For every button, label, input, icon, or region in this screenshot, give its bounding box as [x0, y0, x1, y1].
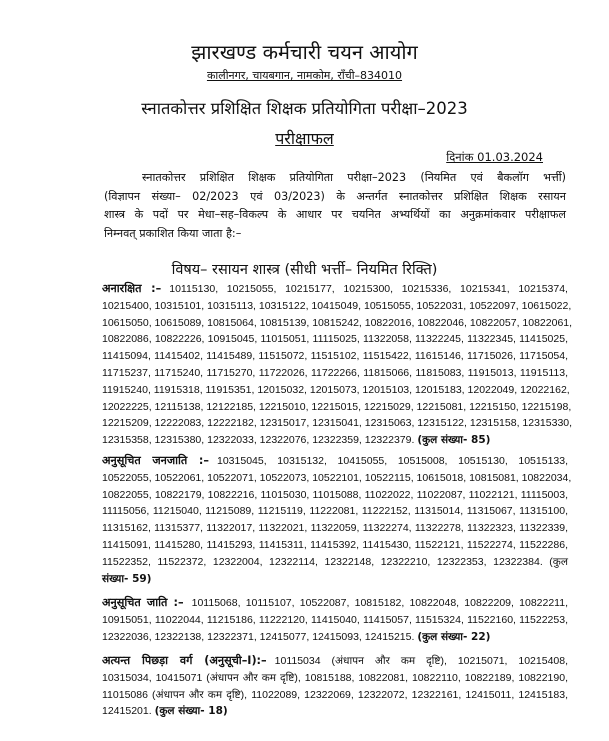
roll-numbers: 10615050, 10615089, 10815064, 10815139, 10815242, 10822016, 10822046, 10822057, 10822061, — [102, 316, 573, 329]
category-total: (कुल संख्या- 22) — [417, 630, 491, 643]
roll-number-line — [102, 629, 568, 646]
roll-numbers: 11915240, 11915318, 11915351, 12015032, 12015073, 12015103, 12015183, 12022049, 12022162, — [102, 383, 570, 396]
intro-paragraph — [104, 169, 566, 243]
roll-numbers: 11522352, 11522372, 12322004, 12322114, 12322148, 12322210, 12322353, 12322384. (कुल — [102, 555, 568, 568]
organization-address: कालीनगर, चायबगान, नामकोम, राँची–834010 — [206, 69, 403, 82]
roll-numbers: 10522055, 10522061, 10522071, 10522073, 10522101, 10522115, 10615018, 10815081, 10822034, — [102, 471, 572, 484]
roll-numbers: 10315034, 10415071 (अंधापन और कम दृष्टि), 10815188, 10822081, 10822110, 10822189, 10822190, — [102, 671, 568, 684]
roll-numbers: 12315358, 12315380, 12322033, 12322076, 12322359, 12322379. — [102, 434, 415, 447]
roll-numbers: 10822055, 10822179, 10822216, 11015030, 11015088, 11022022, 11022087, 11022121, 11115003, — [102, 488, 568, 501]
roll-number-line — [102, 653, 568, 670]
roll-number-line — [102, 470, 572, 487]
roll-numbers: 12022225, 12115138, 12122185, 12215010, 12215015, 12215029, 12215081, 12215150, 12215198, — [102, 400, 572, 413]
roll-numbers: 10822086, 10822226, 10915045, 11015051, 11115025, 11322058, 11322245, 11322345, 11415025, — [102, 333, 568, 346]
roll-number-line — [102, 503, 568, 520]
result-title: परीक्षाफल — [275, 129, 334, 148]
section-scheduled-caste — [102, 595, 568, 645]
roll-number-line — [102, 315, 573, 332]
roll-numbers: 10115068, 10115107, 10522087, 10815182, 10822048, 10822209, 10822211, — [191, 597, 568, 609]
roll-number-line — [102, 415, 573, 432]
roll-numbers: 12415201. — [102, 705, 152, 718]
roll-number-line — [102, 595, 568, 612]
roll-numbers: 10915051, 11022044, 11215186, 11222120, 11415040, 11415057, 11515324, 11522160, 11522253, — [102, 613, 568, 626]
category-label: अनुसूचित जनजाति :– — [102, 454, 209, 467]
category-label: अनारक्षित :– — [102, 282, 162, 295]
roll-numbers: 11415091, 11415280, 11415293, 11415311, 11415392, 11415430, 11522121, 11522274, 11522286, — [102, 538, 568, 551]
subject-heading: विषय– रसायन शास्त्र (सीधी भर्त्ती– नियमित रिक्ति) — [171, 262, 438, 278]
intro-line: शास्त्र के पदों पर मेधा–सह–विकल्प के आधार पर चयनित अभ्यर्थियों का अनुक्रमांकवार परीक्षाफल — [104, 208, 566, 221]
result-date: दिनांक 01.03.2024 — [446, 150, 543, 164]
roll-numbers: 10115034 (अंधापन और कम दृष्टि), 10215071, 10215408, — [274, 655, 569, 667]
roll-numbers: 12322036, 12322138, 12322371, 12415077, 12415093, 12415215. — [102, 630, 415, 643]
roll-number-line — [102, 281, 568, 298]
roll-numbers: 12215209, 12222083, 12222182, 12315017, 12315041, 12315063, 12315122, 12315158, 12315330, — [102, 417, 573, 430]
category-label: अनुसूचित जाति :– — [102, 596, 184, 609]
category-total: (कुल संख्या- 85) — [417, 434, 491, 447]
intro-line: निम्नवत् प्रकाशित किया जाता है:– — [104, 226, 242, 240]
roll-numbers: 11415094, 11415402, 11415489, 11515072, 11515102, 11515422, 11615146, 11715026, 11715054, — [102, 350, 568, 363]
roll-numbers: 10115130, 10215055, 10215177, 10215300, 10215336, 10215341, 10215374, — [169, 283, 568, 295]
intro-line: स्नातकोत्तर प्रशिक्षित शिक्षक प्रतियोगिता परीक्षा–2023 (नियमित एवं बैकलॉग भर्त्ती) — [142, 171, 566, 184]
intro-line: (विज्ञापन संख्या– 02/2023 एवं 03/2023) के अन्तर्गत स्नातकोत्तर प्रशिक्षित शिक्षक रसायन — [104, 189, 566, 203]
roll-number-line — [102, 487, 568, 504]
section-extremely-backward-class — [102, 653, 568, 720]
roll-numbers: 10315045, 10315132, 10415055, 10515008, 10515130, 10515133, — [217, 455, 569, 467]
roll-number-line — [102, 365, 568, 382]
roll-number-line — [102, 612, 568, 629]
roll-number-line — [102, 703, 568, 720]
roll-number-line — [102, 298, 572, 315]
roll-numbers: 11115056, 11215040, 11215089, 11215119, 11222081, 11222152, 11315014, 11315067, 11315100, — [102, 505, 568, 518]
roll-number-line — [102, 348, 568, 365]
roll-numbers: 10215400, 10315101, 10315113, 10315122, 10415049, 10515055, 10522031, 10522097, 10615022, — [102, 299, 572, 312]
roll-number-line — [102, 432, 568, 449]
category-label: अत्यन्त पिछड़ा वर्ग (अनुसूची–I):– — [102, 654, 267, 667]
roll-number-line — [102, 453, 568, 470]
exam-title: स्नातकोत्तर प्रशिक्षित शिक्षक प्रतियोगिता परीक्षा–2023 — [141, 99, 468, 118]
roll-number-line — [102, 554, 568, 571]
organization-name: झारखण्ड कर्मचारी चयन आयोग — [191, 40, 418, 64]
roll-numbers: 11315162, 11315377, 11322017, 11322021, 11322059, 11322274, 11322278, 11322323, 11322339, — [102, 522, 568, 535]
section-scheduled-tribe — [102, 453, 572, 587]
roll-number-line — [102, 399, 572, 416]
roll-number-line — [102, 571, 568, 588]
section-unreserved — [102, 281, 573, 449]
roll-numbers: 11015086 (अंधापन और कम दृष्टि), 11022089, 12322069, 12322072, 12322161, 12415011, 12415183, — [102, 688, 568, 701]
category-total: संख्या- 59) — [102, 572, 152, 585]
roll-numbers: 11715237, 11715240, 11715270, 11722026, 11722266, 11815066, 11815083, 11915013, 11915113, — [102, 366, 568, 379]
roll-number-line — [102, 520, 568, 537]
category-total: (कुल संख्या- 18) — [154, 705, 228, 718]
roll-number-line — [102, 537, 568, 554]
roll-number-line — [102, 670, 568, 687]
roll-number-line — [102, 687, 568, 704]
roll-number-line — [102, 382, 568, 399]
roll-number-line — [102, 331, 568, 348]
